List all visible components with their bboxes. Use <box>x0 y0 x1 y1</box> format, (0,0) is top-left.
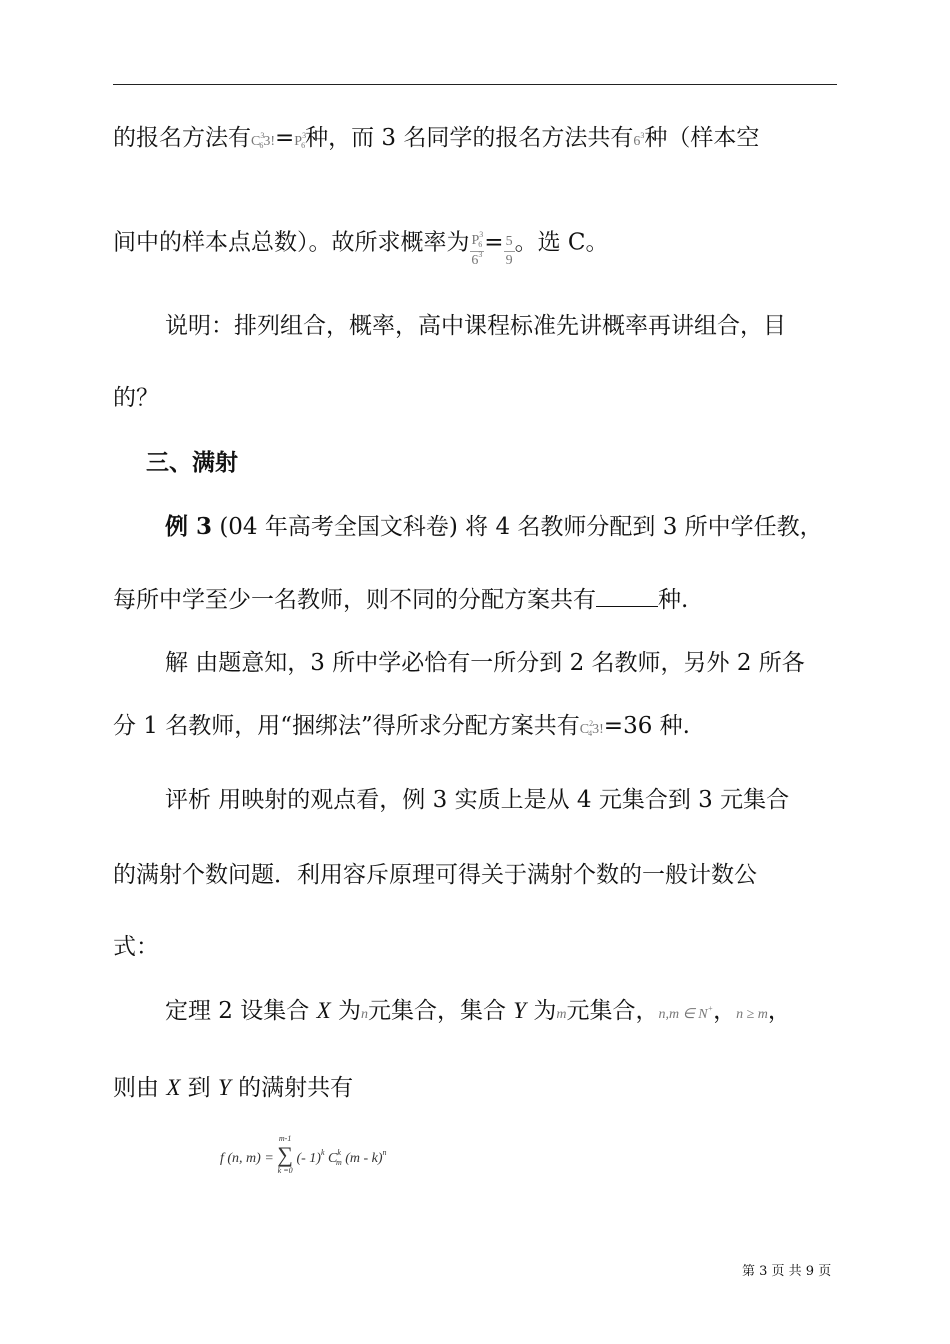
text-line-3: 说明：排列组合，概率，高中课程标准先讲概率再讲组合，目 <box>165 313 786 339</box>
var-X: X <box>166 1075 181 1100</box>
fraction-5-over-9: $\frac{5}{9}$ <box>505 234 513 268</box>
var-Y: Y <box>513 998 527 1023</box>
var-m: m <box>556 1007 567 1022</box>
var-n: n <box>360 1007 368 1022</box>
text-line-8 <box>113 711 690 746</box>
solution-line: 解 由题意知，3 所中学必恰有一所分到 2 名教师，另外 2 所各 <box>165 650 805 676</box>
example-3-line <box>165 512 823 542</box>
text: 元集合，集合 <box>367 998 514 1024</box>
math-c42: $C^2_43$! <box>579 719 604 738</box>
section-heading: 三、满射 <box>146 449 238 476</box>
text-line-10: 的满射个数问题．利用容斥原理可得关于满射个数的一般计数公 <box>113 862 757 888</box>
theorem-2-line <box>165 996 791 1031</box>
example-label: 例 3 <box>165 513 213 540</box>
text: 则由 <box>113 1075 167 1101</box>
text: 到 <box>180 1075 218 1101</box>
text-line-11: 式： <box>113 934 159 960</box>
header-rule <box>113 84 837 85</box>
analysis-line: 评析 用映射的观点看，例 3 实质上是从 4 元集合到 3 元集合 <box>165 787 790 813</box>
formula-rhs: (- 1)$^k$ $C^k_m$ (m - k)$^n$ <box>296 1148 387 1168</box>
text: 的满射共有 <box>230 1075 354 1101</box>
text: 种（样本空 <box>644 125 760 151</box>
summation-sign: m-1 ∑ k =0 <box>277 1134 293 1175</box>
text: ， <box>713 998 737 1024</box>
text-line-6 <box>113 585 688 615</box>
text: 。选 C。 <box>514 229 609 256</box>
equals: = <box>275 125 295 151</box>
text-line-2 <box>113 224 609 268</box>
text-line-13 <box>113 1073 353 1103</box>
text: 为 <box>526 998 557 1024</box>
surjection-formula <box>220 1134 387 1180</box>
text-line-1 <box>113 123 759 158</box>
text: 元集合， <box>566 998 659 1024</box>
equals: = <box>484 229 504 256</box>
fraction-p63-over-6cubed: $\frac{P^3_6}{6^3}$ <box>471 230 484 268</box>
text: 的报名方法有 <box>113 125 251 151</box>
text-line-4: 的？ <box>113 385 159 411</box>
var-X: X <box>316 998 331 1023</box>
text: 分 1 名教师，用“捆绑法”得所求分配方案共有 <box>113 713 580 739</box>
text: 种. <box>658 587 689 613</box>
text: 每所中学至少一名教师，则不同的分配方案共有 <box>113 587 596 613</box>
text: (04 年高考全国文科卷) 将 4 名教师分配到 3 所中学任教， <box>212 514 823 540</box>
math-nm-in-N: n,m ∈ N+ <box>658 1004 714 1022</box>
text: ， <box>767 998 791 1024</box>
var-Y: Y <box>218 1075 231 1100</box>
text: 定理 2 设集合 <box>165 998 317 1024</box>
text: =36 种. <box>603 713 690 739</box>
text: 为 <box>330 998 361 1024</box>
text: 种，而 3 名同学的报名方法共有 <box>305 125 634 151</box>
math-p63: $P^3_6$ <box>294 131 307 150</box>
formula-lhs: f (n, m) = <box>220 1151 274 1167</box>
answer-blank <box>596 586 658 607</box>
text: 间中的样本点总数）。故所求概率为 <box>113 229 470 256</box>
math-6-cubed: $6^3$ <box>633 131 645 149</box>
math-n-ge-m: n ≥ m <box>736 1007 768 1022</box>
page-footer: 第 3 页 共 9 页 <box>742 1264 832 1279</box>
math-c63: $C^3_63$! <box>251 131 276 150</box>
